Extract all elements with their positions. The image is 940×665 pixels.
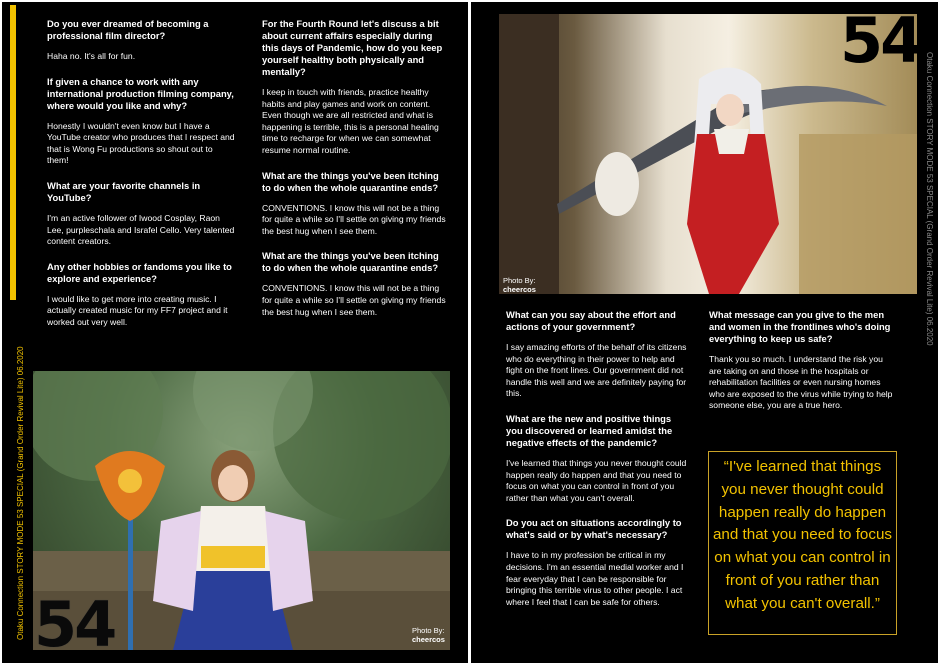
interview-answer: I have to in my profession be critical in my decisions. I'm an essential medial worker and I fear everyday that I can be responsible for bringing this terrible virus to other people. I act where I feel that I can be safe for others. — [506, 550, 684, 607]
interview-answer: I'm an active follower of Iwood Cosplay, Raon Lee, purpleschala and Israfel Cello. Very talented content creators. — [47, 212, 235, 247]
photo-credit-label: Photo By: — [412, 626, 445, 635]
interview-answer: CONVENTIONS. I know this will not be a thing for quite a while so I'll settle on giving my friends the best hug when I see them. — [262, 202, 446, 236]
interview-question: What message can you give to the men and women in the frontlines who's doing everything to keep us safe? — [709, 309, 891, 344]
photo-credit-left — [412, 626, 445, 644]
interview-question: What are your favorite channels in YouTube? — [47, 179, 201, 203]
page-number-right: 54 — [840, 4, 921, 77]
interview-question: Any other hobbies or fandoms you like to explore and experience? — [47, 260, 232, 284]
right-column-2 — [709, 309, 894, 425]
interview-question: Do you ever dreamed of becoming a professional film director? — [47, 18, 209, 41]
interview-question: What are the things you've been itching to do when the whole quarantine ends? — [262, 169, 439, 193]
interview-question: For the Fourth Round let's discuss a bit about current affairs especially during this days of Pandemic, how do you keep yourself healthy both physically and mentally? — [262, 18, 443, 77]
interview-question: If given a chance to work with any international production filming company, where would you like and why? — [47, 75, 234, 111]
side-caption-left: Otaku Connection STORY MODE 53 SPECIAL (Grand Order Revival Lite) 06.2020 — [16, 346, 25, 640]
photo-credit-name: cheercos — [503, 285, 536, 294]
photo-credit-name: cheercos — [412, 635, 445, 644]
photo-credit-label: Photo By: — [503, 276, 536, 285]
interview-question: What are the things you've been itching to do when the whole quarantine ends? — [262, 250, 439, 274]
interview-answer: CONVENTIONS. I know this will not be a thing for quite a while so I'll settle on giving my friends the best hug when I see them. — [262, 283, 446, 317]
right-column-1 — [506, 309, 688, 621]
interview-answer: I've learned that things you never thought could happen really do happen and that you need to focus on what you can control in front of you rather than what you can't overall. — [506, 457, 687, 503]
photo-credit-right — [503, 276, 536, 294]
interview-question: Do you act on situations accordingly to what's said or by what's necessary? — [506, 517, 682, 541]
interview-answer: Honestly I wouldn't even know but I have a YouTube creator who produces that I respect and that is Wong Fu productions so shout out to them! — [47, 120, 235, 166]
gold-accent-bar — [10, 5, 16, 300]
interview-answer: I would like to get more into creating music. I actually created music for my FF7 project and it worked out very well. — [47, 293, 228, 327]
interview-question: What are the new and positive things you discovered or learned amidst the negative effects of the pandemic? — [506, 412, 673, 448]
pull-quote: “I've learned that things you never thought could happen really do happen and that you need to focus on what you can control in front of you rather than what you can't overall.” — [708, 451, 897, 635]
interview-question: What can you say about the effort and actions of your government? — [506, 309, 676, 332]
interview-answer: I say amazing efforts of the behalf of its citizens who do everything in their power to help and fight on the front lines. Our government did not handle this well and we are definitely paying for this. — [506, 342, 687, 399]
interview-answer: Thank you so much. I understand the risk you are taking on and those in the hospitals or rehabilitation facilities or even nursing homes who are exposed to the virus while trying to help someone else, you are a true hero. — [709, 354, 893, 411]
left-column-1 — [47, 18, 235, 342]
left-column-2 — [262, 18, 449, 331]
interview-answer: Haha no. It's all for fun. — [47, 51, 136, 61]
side-caption-right: Otaku Connection STORY MODE 53 SPECIAL (Grand Order Revival Lite) 06.2020 — [925, 52, 934, 346]
interview-answer: I keep in touch with friends, practice healthy habits and play games and work on content. Even though we are all restricted and what is happening is terrible, this is a personal healing time to recharge for when we can somewhat resume normal routine. — [262, 87, 439, 155]
page-number-left: 54 — [34, 588, 115, 661]
